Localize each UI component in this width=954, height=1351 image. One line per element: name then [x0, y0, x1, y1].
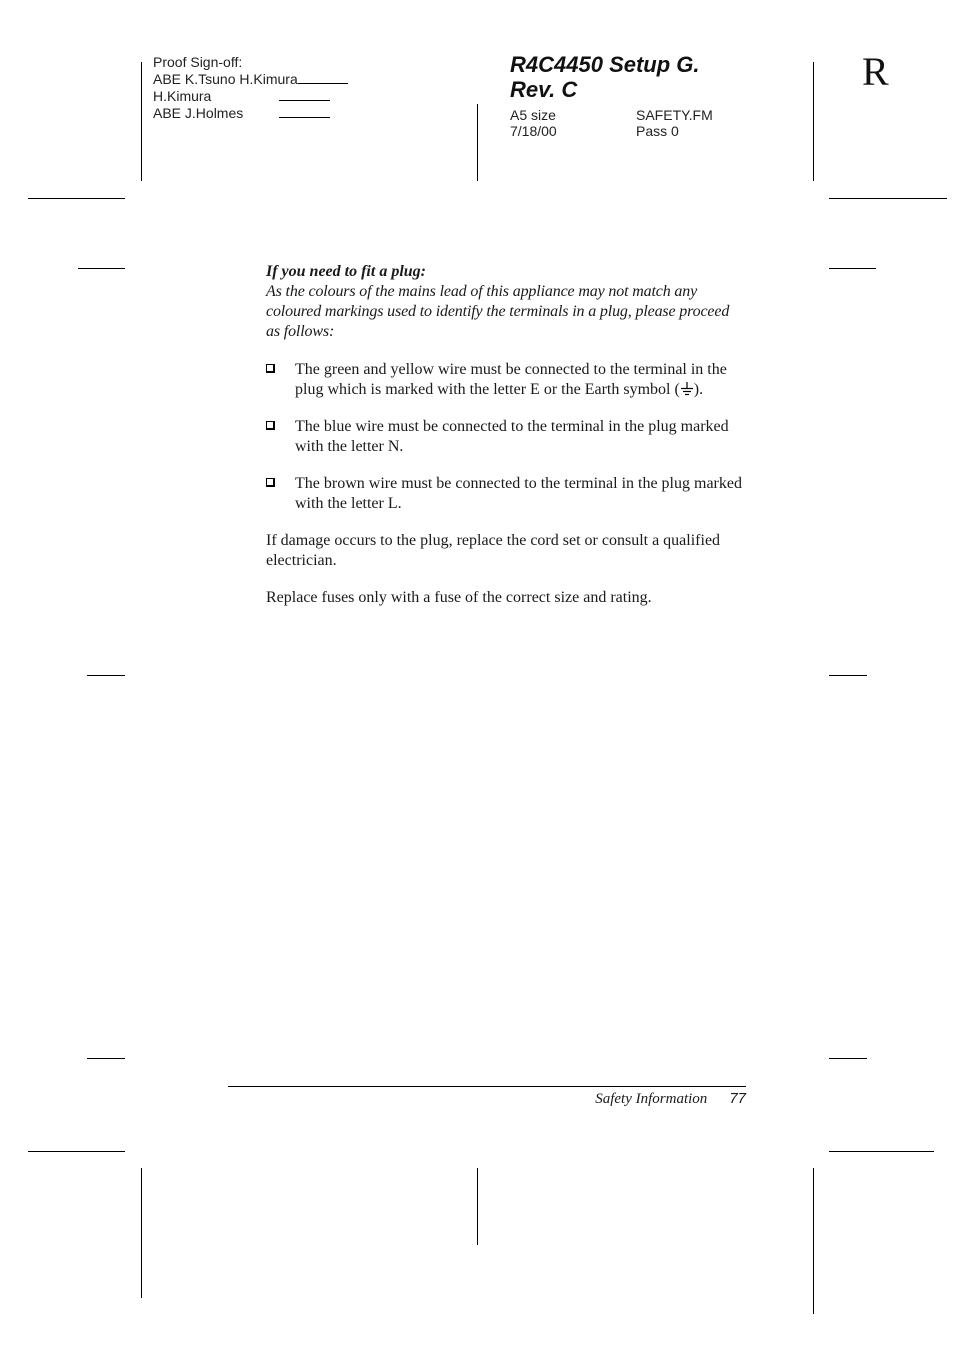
- crop-mark: [829, 675, 867, 676]
- side-letter: R: [862, 49, 889, 94]
- crop-mark: [141, 1168, 142, 1298]
- pass-number: Pass 0: [636, 123, 679, 139]
- crop-mark: [829, 268, 876, 269]
- proof-signoff-label: Proof Sign-off:: [153, 54, 243, 70]
- crop-mark: [141, 62, 142, 181]
- signoff-names: ABE J.Holmes: [153, 105, 244, 121]
- page-number: 77: [729, 1090, 746, 1107]
- footer-section-title: Safety Information: [595, 1091, 708, 1107]
- file-name: SAFETY.FM: [636, 107, 713, 123]
- signoff-row: [153, 71, 348, 88]
- document-date: 7/18/00: [510, 123, 557, 139]
- crop-mark: [813, 62, 814, 181]
- crop-mark: [829, 198, 947, 199]
- footer: [520, 1090, 746, 1108]
- signoff-blank: [279, 88, 330, 101]
- signoff-names: ABE K.Tsuno H.Kimura: [153, 71, 298, 87]
- crop-mark: [477, 1168, 478, 1245]
- crop-mark: [28, 198, 125, 199]
- checkbox-icon: [266, 364, 275, 373]
- signoff-names: H.Kimura: [153, 88, 212, 104]
- crop-mark: [78, 268, 125, 269]
- signoff-blank: [298, 71, 348, 84]
- list-item-text: The blue wire must be connected to the terminal in the plug marked with the letter N.: [295, 418, 729, 455]
- list-item: [266, 360, 746, 400]
- signoff-row: [153, 105, 243, 122]
- crop-mark: [87, 675, 125, 676]
- earth-ground-icon: [680, 382, 694, 396]
- document-title-line: Rev. C: [510, 77, 578, 102]
- fuses-paragraph: Replace fuses only with a fuse of the correct size and rating.: [266, 589, 652, 606]
- crop-mark: [829, 1151, 934, 1152]
- document-title-line: R4C4450 Setup G.: [510, 52, 700, 77]
- list-item-text: ).: [693, 381, 704, 398]
- list-item: [266, 417, 746, 457]
- page-content: [266, 262, 746, 608]
- crop-mark: [87, 1058, 125, 1059]
- document-title: [510, 52, 700, 102]
- checkbox-icon: [266, 478, 275, 487]
- crop-mark: [28, 1151, 125, 1152]
- checkbox-icon: [266, 421, 275, 430]
- section-subheading: If you need to fit a plug:: [266, 263, 426, 280]
- list-item: [266, 474, 746, 514]
- list-item-text: The brown wire must be connected to the terminal in the plug marked with the letter L.: [295, 475, 742, 512]
- crop-mark: [813, 1168, 814, 1314]
- damage-paragraph: If damage occurs to the plug, replace the cord set or consult a qualified electrician.: [266, 532, 721, 569]
- signoff-row: [153, 88, 211, 105]
- intro-paragraph: As the colours of the mains lead of this appliance may not match any coloured markings used to identify the terminals in a plug, please proceed as follows:: [266, 283, 730, 340]
- footer-rule: [228, 1086, 746, 1087]
- paper-size: A5 size: [510, 107, 556, 123]
- crop-mark: [829, 1058, 867, 1059]
- signoff-blank: [279, 105, 330, 118]
- list-item-text: The green and yellow wire must be connected to the terminal in the plug which is marked with the letter E or the Earth symbol (: [295, 361, 727, 398]
- crop-mark: [477, 104, 478, 181]
